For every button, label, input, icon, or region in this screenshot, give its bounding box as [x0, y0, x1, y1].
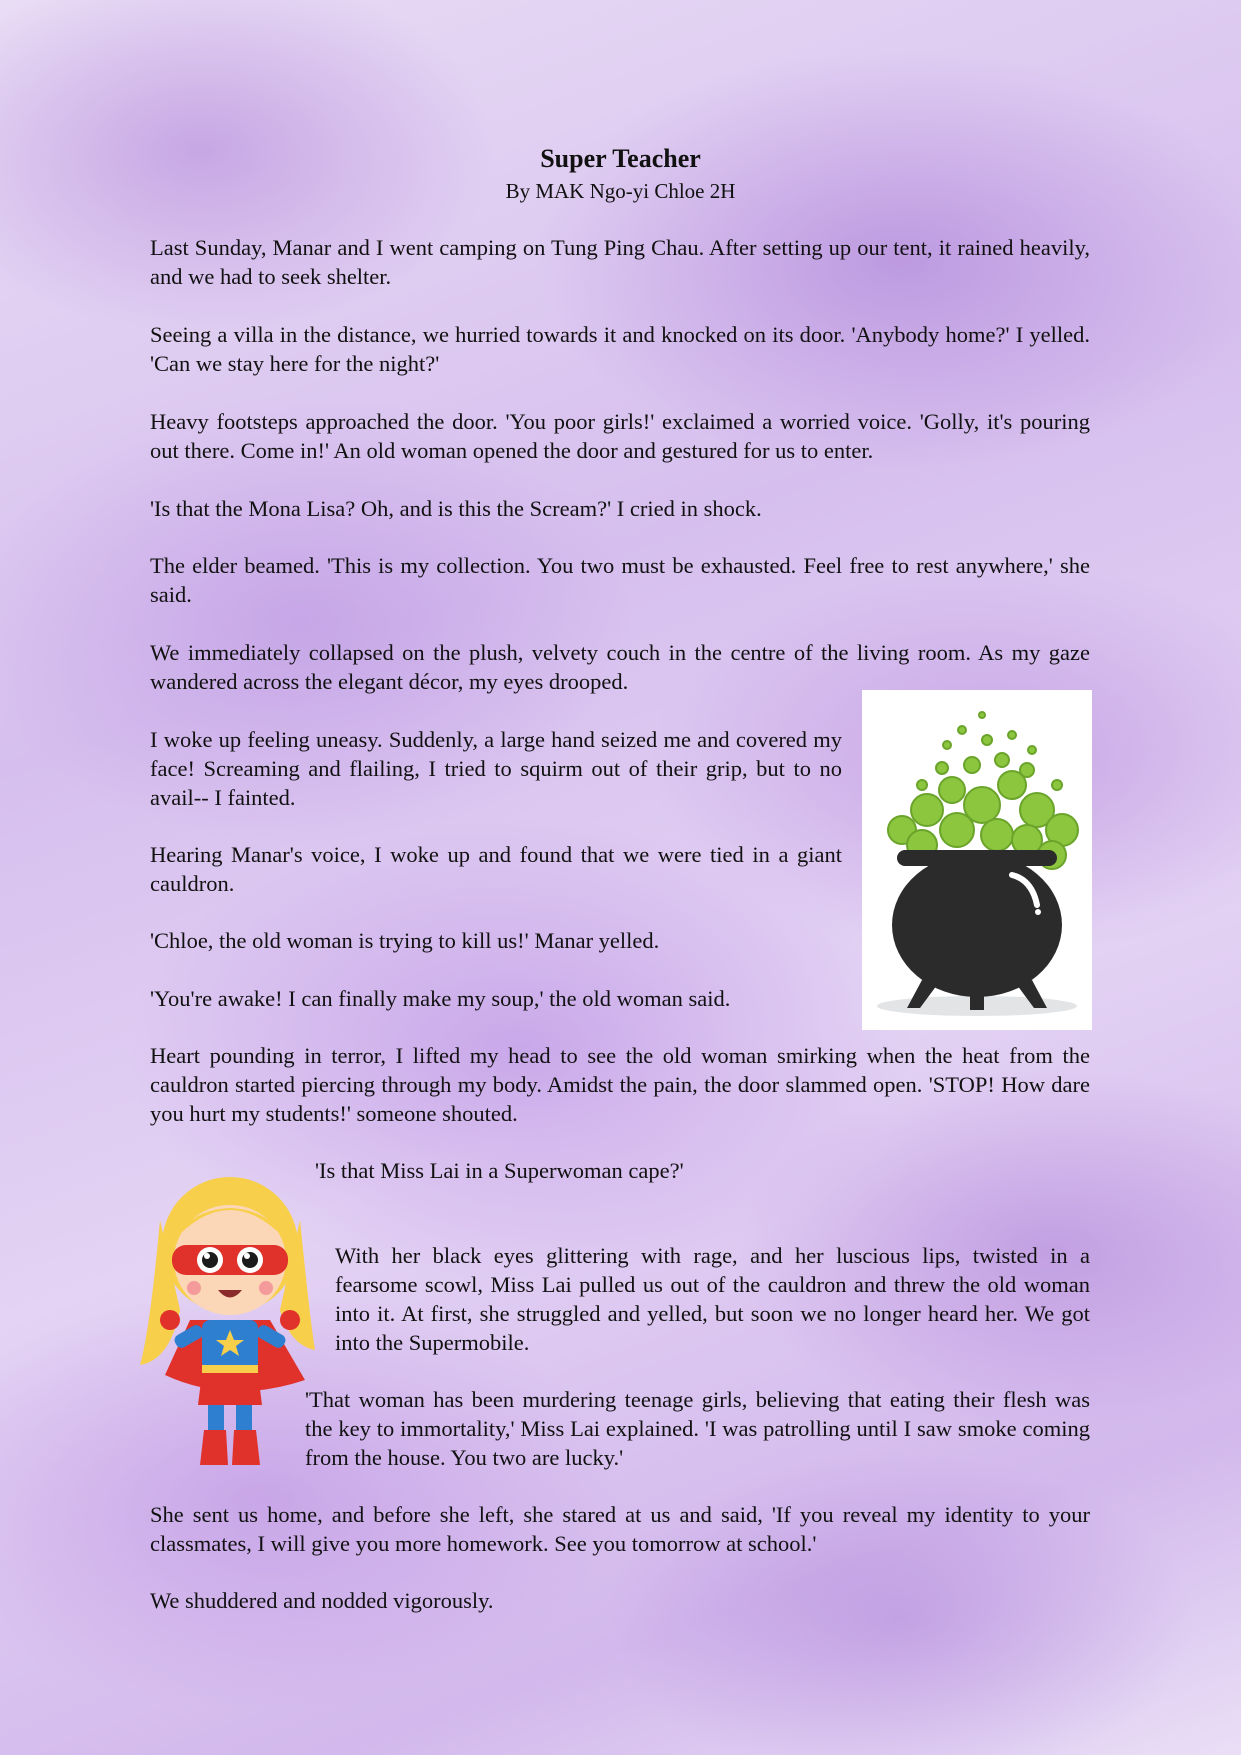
paragraph-13: With her black eyes glittering with rage, and her luscious lips, twisted in a fearsome scowl, Miss Lai pulled us out of the cauldron and threw the old woman into it. At first, she struggled and yelled, but soon we no longer heard her. We got into the Supermobile.	[335, 1243, 1090, 1355]
paragraph-4: 'Is that the Mona Lisa? Oh, and is this the Scream?' I cried in shock.	[150, 496, 762, 521]
paragraph-12: 'Is that Miss Lai in a Superwoman cape?'	[315, 1158, 684, 1183]
superhero-girl-icon	[130, 1160, 330, 1480]
paragraph-5: The elder beamed. 'This is my collection. You two must be exhausted. Feel free to rest anywhere,' she said.	[150, 553, 1090, 607]
paragraph-8: Hearing Manar's voice, I woke up and found that we were tied in a giant cauldron.	[150, 842, 842, 896]
paragraph-2: Seeing a villa in the distance, we hurried towards it and knocked on its door. 'Anybody home?' I yelled. 'Can we stay here for the night?'	[150, 322, 1090, 376]
paragraph-3: Heavy footsteps approached the door. 'You poor girls!' exclaimed a worried voice. 'Golly, it's pouring out there. Come in!' An old woman opened the door and gestured for us to enter.	[150, 409, 1090, 463]
paragraph-14: 'That woman has been murdering teenage girls, believing that eating their flesh was the key to immortality,' Miss Lai explained. 'I was patrolling until I saw smoke coming from the house. You two are lucky.'	[305, 1387, 1090, 1470]
cauldron-illustration	[862, 690, 1092, 1030]
document-author: By MAK Ngo-yi Chloe 2H	[505, 179, 736, 203]
paragraph-7: I woke up feeling uneasy. Suddenly, a large hand seized me and covered my face! Screaming and flailing, I tried to squirm out of their grip, but to no avail-- I fainted.	[150, 727, 842, 810]
paragraph-9: 'Chloe, the old woman is trying to kill us!' Manar yelled.	[150, 928, 660, 953]
superhero-girl-illustration	[130, 1160, 330, 1480]
cauldron-icon	[862, 690, 1092, 1030]
paragraph-10: 'You're awake! I can finally make my soup,' the old woman said.	[150, 986, 731, 1011]
paragraph-15: She sent us home, and before she left, she stared at us and said, 'If you reveal my identity to your classmates, I will give you more homework. See you tomorrow at school.'	[150, 1502, 1090, 1556]
paragraph-6: We immediately collapsed on the plush, velvety couch in the centre of the living room. As my gaze wandered across the elegant décor, my eyes drooped.	[150, 640, 1090, 694]
paragraph-11: Heart pounding in terror, I lifted my head to see the old woman smirking when the heat from the cauldron started piercing through my body. Amidst the pain, the door slammed open. 'STOP! How dare you hurt my students!' someone shouted.	[150, 1043, 1090, 1126]
document-title: Super Teacher	[540, 144, 701, 173]
paragraph-1: Last Sunday, Manar and I went camping on Tung Ping Chau. After setting up our tent, it rained heavily, and we had to seek shelter.	[150, 235, 1090, 289]
paragraph-16: We shuddered and nodded vigorously.	[150, 1588, 494, 1613]
